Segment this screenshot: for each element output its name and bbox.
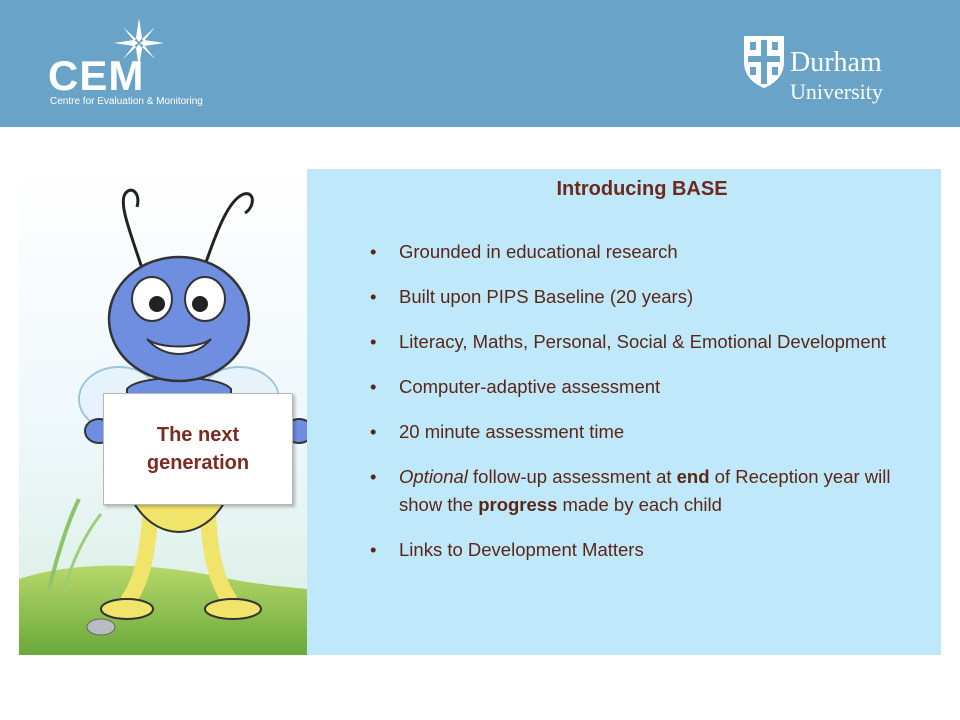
cem-subtitle: Centre for Evaluation & Monitoring — [50, 96, 203, 107]
bullet-text-segment: Computer-adaptive assessment — [399, 376, 661, 397]
cem-logo — [48, 18, 268, 118]
bullet-item — [370, 536, 930, 564]
bullet-marker: • — [370, 539, 377, 560]
bullet-text-segment: of Reception year will show the — [399, 466, 891, 515]
bug-mascot-illustration — [19, 169, 307, 655]
durham-name: Durham — [790, 47, 882, 78]
bullet-text-segment: Literacy, Maths, Personal, Social & Emotional Development — [399, 331, 887, 352]
bullet-marker: • — [370, 376, 377, 397]
bullet-text-segment: Optional — [399, 466, 468, 487]
bullet-text-segment: Built upon PIPS Baseline (20 years) — [399, 286, 694, 307]
durham-shield-icon — [742, 34, 786, 90]
bullet-list — [370, 238, 930, 581]
bullet-marker: • — [370, 466, 377, 487]
sign-text: The next generation — [146, 424, 250, 474]
bullet-item — [370, 238, 930, 266]
slide-title-wrap — [520, 178, 764, 201]
bullet-text-segment: end — [676, 466, 710, 487]
bullet-marker: • — [370, 286, 377, 307]
durham-university: University — [790, 79, 883, 104]
header-banner — [0, 0, 960, 127]
slide-title: Introducing BASE — [556, 178, 728, 200]
cem-logo-text: CEM — [48, 52, 145, 99]
bullet-item — [370, 418, 930, 446]
bullet-item — [370, 463, 930, 519]
bullet-item — [370, 283, 930, 311]
bullet-text-segment: made by each child — [557, 494, 722, 515]
bullet-marker: • — [370, 241, 377, 262]
bullet-text-segment: Links to Development Matters — [399, 539, 644, 560]
durham-logo — [742, 34, 922, 114]
bullet-marker: • — [370, 421, 377, 442]
bullet-text-segment: follow-up assessment at — [467, 466, 677, 487]
bullet-text-segment: Grounded in educational research — [399, 241, 678, 262]
bullet-text-segment: 20 minute assessment time — [399, 421, 625, 442]
bullet-item — [370, 328, 930, 356]
sign-board — [103, 393, 293, 505]
bullet-text-segment: progress — [478, 494, 558, 515]
bullet-marker: • — [370, 331, 377, 352]
bullet-item — [370, 373, 930, 401]
